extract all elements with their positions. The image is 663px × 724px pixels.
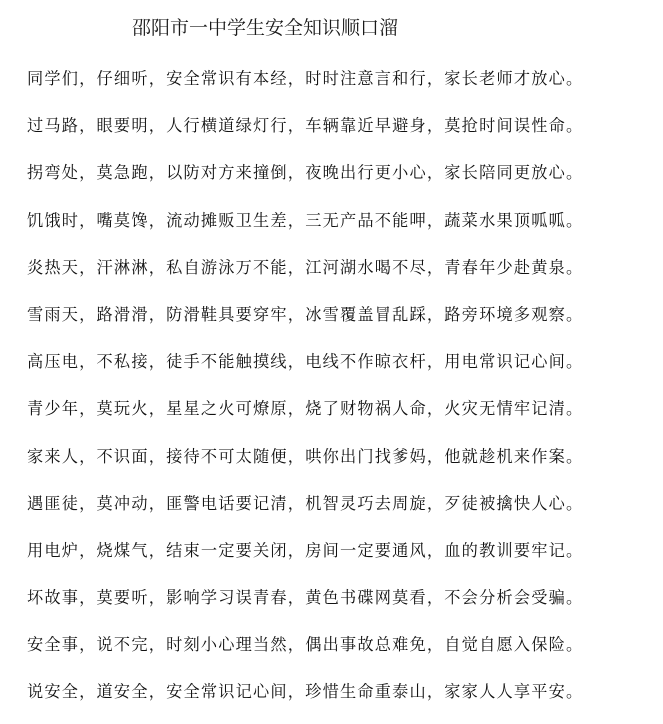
rhyme-line: 坏故事，莫要听，影响学习误青春，黄色书碟网莫看，不会分析会受骗。 <box>27 588 584 608</box>
rhyme-line: 说安全，道安全，安全常识记心间，珍惜生命重泰山，家家人人享平安。 <box>27 682 584 702</box>
rhyme-line: 雪雨天，路滑滑，防滑鞋具要穿牢，冰雪覆盖冒乱踩，路旁环境多观察。 <box>27 304 584 324</box>
rhyme-line: 青少年，莫玩火，星星之火可燎原，烧了财物祸人命，火灾无情牢记清。 <box>27 399 584 419</box>
rhyme-line: 高压电，不私接，徒手不能触摸线，电线不作晾衣杆，用电常识记心间。 <box>27 352 584 372</box>
rhyme-line: 遇匪徒，莫冲动，匪警电话要记清，机智灵巧去周旋，歹徒被擒快人心。 <box>27 493 584 513</box>
rhyme-line: 用电炉，烧煤气，结束一定要关闭，房间一定要通风，血的教训要牢记。 <box>27 540 584 560</box>
rhyme-line: 饥饿时，嘴莫馋，流动摊贩卫生差，三无产品不能呷，蔬菜水果顶呱呱。 <box>27 210 584 230</box>
document-title: 邵阳市一中学生安全知识顺口溜 <box>132 17 399 39</box>
rhyme-line: 同学们，仔细听，安全常识有本经，时时注意言和行，家长老师才放心。 <box>27 69 584 88</box>
rhyme-line: 过马路，眼要明，人行横道绿灯行，车辆靠近早避身，莫抢时间误性命。 <box>27 116 584 136</box>
rhyme-line: 家来人，不识面，接待不可太随便，哄你出门找爹妈，他就趁机来作案。 <box>27 446 584 466</box>
rhyme-line: 炎热天，汗淋淋，私自游泳万不能，江河湖水喝不尽，青春年少赴黄泉。 <box>27 257 584 277</box>
rhyme-line: 拐弯处，莫急跑，以防对方来撞倒，夜晚出行更小心，家长陪同更放心。 <box>27 163 584 183</box>
rhyme-line: 安全事，说不完，时刻小心理当然，偶出事故总难免，自觉自愿入保险。 <box>27 635 584 655</box>
rhyme-lines <box>27 63 647 724</box>
